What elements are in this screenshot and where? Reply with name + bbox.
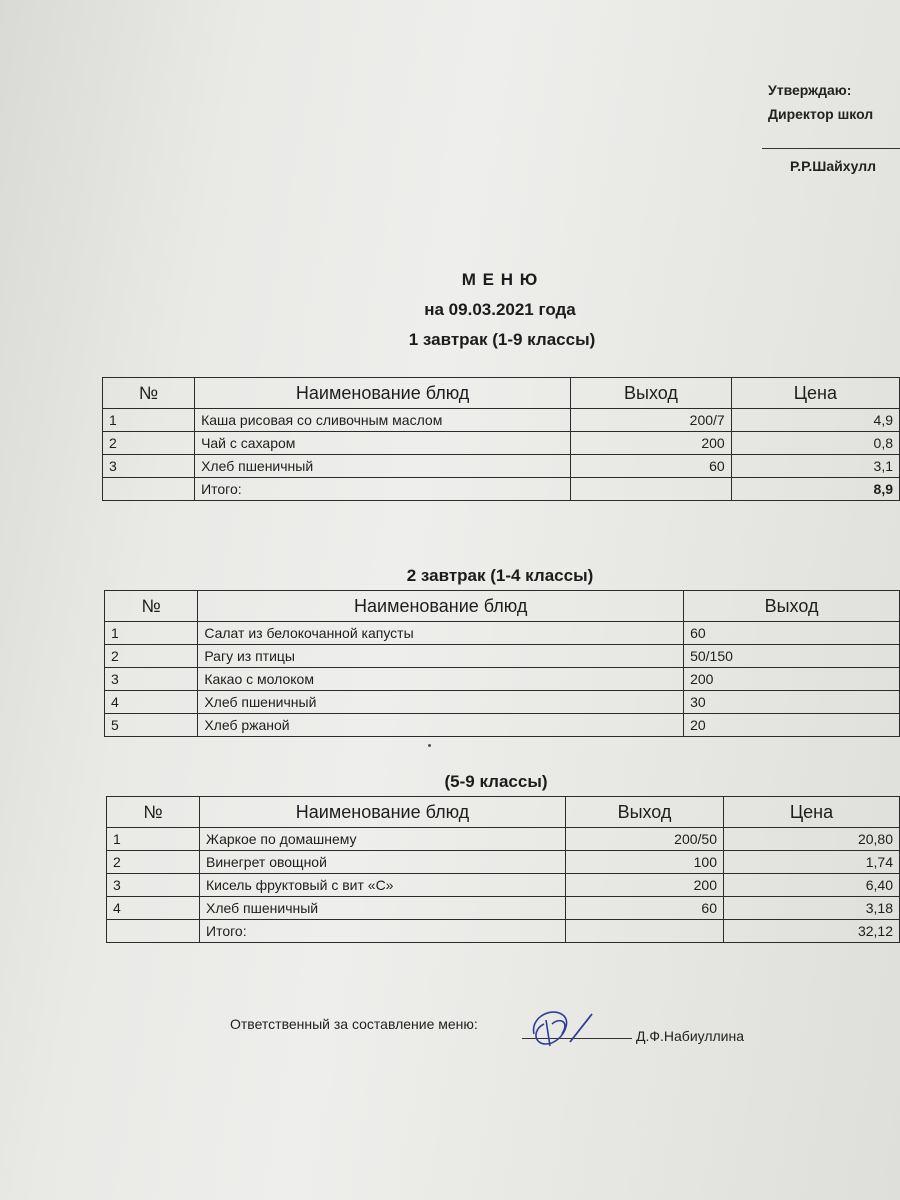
total-row bbox=[107, 920, 900, 943]
row-name: Рагу из птицы bbox=[198, 645, 684, 668]
table-row bbox=[105, 622, 900, 645]
row-name: Чай с сахаром bbox=[195, 432, 571, 455]
header-yield: Выход bbox=[566, 797, 724, 828]
row-price: 3,1 bbox=[731, 455, 899, 478]
row-name: Каша рисовая со сливочным маслом bbox=[195, 409, 571, 432]
total-label: Итого: bbox=[200, 920, 566, 943]
row-name: Хлеб ржаной bbox=[198, 714, 684, 737]
footer-label: Ответственный за составление меню: bbox=[230, 1016, 478, 1032]
row-yield: 200/7 bbox=[571, 409, 732, 432]
row-yield: 60 bbox=[684, 622, 900, 645]
table-row bbox=[107, 851, 900, 874]
row-name: Жаркое по домашнему bbox=[200, 828, 566, 851]
header-name: Наименование блюд bbox=[198, 591, 684, 622]
table-header-row bbox=[103, 378, 900, 409]
row-name: Хлеб пшеничный bbox=[198, 691, 684, 714]
total-empty bbox=[571, 478, 732, 501]
table-breakfast-1 bbox=[102, 377, 900, 501]
menu-date: на 09.03.2021 года bbox=[424, 300, 576, 319]
row-num: 4 bbox=[105, 691, 198, 714]
total-row bbox=[103, 478, 900, 501]
total-value: 8,9 bbox=[731, 478, 899, 501]
header-num: № bbox=[103, 378, 195, 409]
approval-line-3: Р.Р.Шайхулл bbox=[790, 158, 877, 174]
row-yield: 100 bbox=[566, 851, 724, 874]
header-name: Наименование блюд bbox=[200, 797, 566, 828]
row-yield: 60 bbox=[566, 897, 724, 920]
menu-title: М Е Н Ю bbox=[461, 270, 539, 289]
approval-line-1: Утверждаю: bbox=[768, 82, 852, 98]
row-yield: 200 bbox=[566, 874, 724, 897]
row-name: Хлеб пшеничный bbox=[195, 455, 571, 478]
row-price: 20,80 bbox=[724, 828, 900, 851]
table-row bbox=[105, 691, 900, 714]
table-row bbox=[107, 897, 900, 920]
row-yield: 200 bbox=[571, 432, 732, 455]
row-num: 2 bbox=[105, 645, 198, 668]
section-title-1: 1 завтрак (1-9 классы) bbox=[408, 330, 596, 349]
table-row bbox=[103, 409, 900, 432]
row-name: Винегрет овощной bbox=[200, 851, 566, 874]
header-name: Наименование блюд bbox=[195, 378, 571, 409]
table-row bbox=[103, 432, 900, 455]
row-name: Кисель фруктовый с вит «С» bbox=[200, 874, 566, 897]
header-num: № bbox=[105, 591, 198, 622]
table-breakfast-2 bbox=[104, 590, 900, 737]
row-name: Хлеб пшеничный bbox=[200, 897, 566, 920]
header-yield: Выход bbox=[571, 378, 732, 409]
row-yield: 50/150 bbox=[684, 645, 900, 668]
row-num: 5 bbox=[105, 714, 198, 737]
table-row bbox=[105, 645, 900, 668]
header-price: Цена bbox=[731, 378, 899, 409]
row-yield: 60 bbox=[571, 455, 732, 478]
table-header-row bbox=[107, 797, 900, 828]
row-price: 6,40 bbox=[724, 874, 900, 897]
total-value: 32,12 bbox=[724, 920, 900, 943]
row-num: 1 bbox=[107, 828, 200, 851]
row-yield: 200/50 bbox=[566, 828, 724, 851]
row-price: 3,18 bbox=[724, 897, 900, 920]
row-price: 1,74 bbox=[724, 851, 900, 874]
header-yield: Выход bbox=[684, 591, 900, 622]
row-yield: 20 bbox=[684, 714, 900, 737]
row-num: 1 bbox=[105, 622, 198, 645]
row-num: 3 bbox=[105, 668, 198, 691]
handwritten-signature bbox=[520, 1004, 600, 1054]
table-row bbox=[107, 874, 900, 897]
row-yield: 200 bbox=[684, 668, 900, 691]
table-breakfast-3 bbox=[106, 796, 900, 943]
approval-line-2: Директор школ bbox=[768, 106, 874, 122]
row-yield: 30 bbox=[684, 691, 900, 714]
table-row bbox=[107, 828, 900, 851]
row-name: Салат из белокочанной капусты bbox=[198, 622, 684, 645]
row-num: 4 bbox=[107, 897, 200, 920]
table-row bbox=[105, 668, 900, 691]
section-title-2: 2 завтрак (1-4 классы) bbox=[406, 566, 594, 585]
header-num: № bbox=[107, 797, 200, 828]
header-price: Цена bbox=[724, 797, 900, 828]
total-empty bbox=[103, 478, 195, 501]
total-label: Итого: bbox=[195, 478, 571, 501]
row-name: Какао с молоком bbox=[198, 668, 684, 691]
approval-signature-line bbox=[762, 148, 900, 149]
footer-responsible-name: Д.Ф.Набиуллина bbox=[636, 1028, 745, 1044]
row-num: 2 bbox=[107, 851, 200, 874]
row-num: 2 bbox=[103, 432, 195, 455]
stray-dot bbox=[428, 744, 431, 747]
row-price: 4,9 bbox=[731, 409, 899, 432]
row-num: 3 bbox=[103, 455, 195, 478]
section-title-3: (5-9 классы) bbox=[444, 772, 548, 791]
total-empty bbox=[566, 920, 724, 943]
total-empty bbox=[107, 920, 200, 943]
table-row bbox=[103, 455, 900, 478]
table-header-row bbox=[105, 591, 900, 622]
row-num: 3 bbox=[107, 874, 200, 897]
row-num: 1 bbox=[103, 409, 195, 432]
row-price: 0,8 bbox=[731, 432, 899, 455]
table-row bbox=[105, 714, 900, 737]
